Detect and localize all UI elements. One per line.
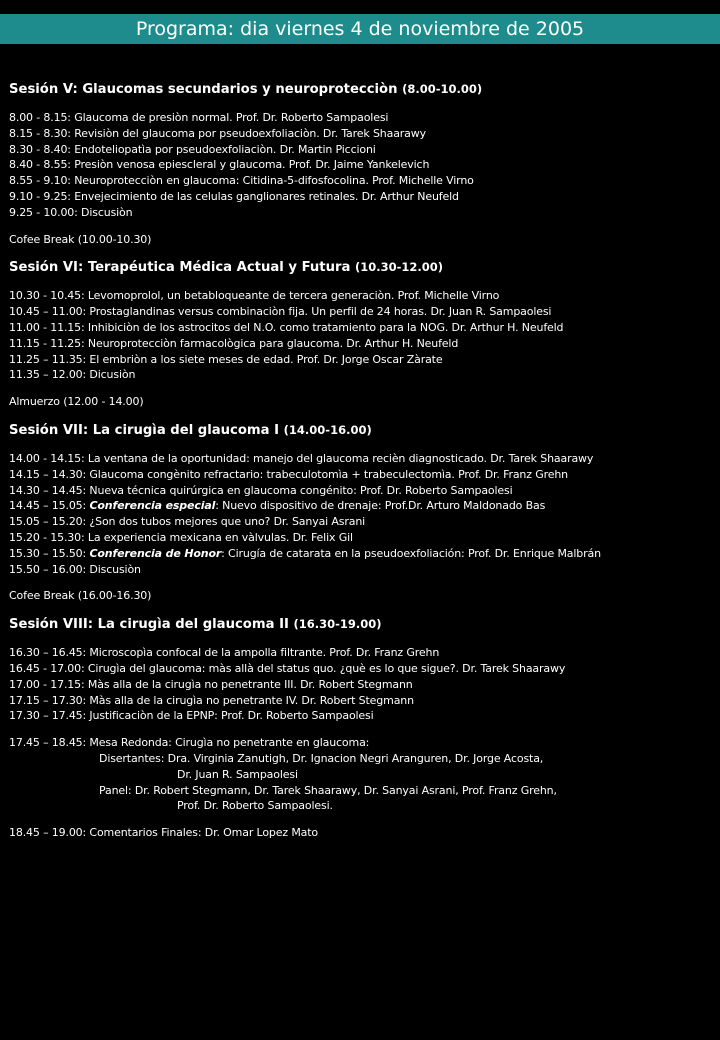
round-table-panel: Panel: Dr. Robert Stegmann, Dr. Tarek Shaarawy, Dr. Sanyai Asrani, Prof. Franz Grehn,: [99, 783, 557, 797]
session-8-list: [9, 645, 715, 724]
round-table-speakers: Disertantes: Dra. Virginia Zanutigh, Dr. Ignacion Negri Aranguren, Dr. Jorge Acosta,: [99, 751, 544, 765]
page-header: [0, 14, 720, 44]
list-item: 9.25 - 10.00: Discusiòn: [9, 205, 133, 219]
special-conference-label: Conferencia especial: [89, 499, 216, 513]
list-item: 8.55 - 9.10: Neuroprotecciòn en glaucoma: Citidina-5-difosfocolina. Prof. Michelle Virno: [9, 174, 474, 188]
list-item: 15.30 – 15.50: Conferencia de Honor: Cirugía de catarata en la pseudoexfoliación: Prof. Dr. Enrique Malbrán: [9, 546, 601, 560]
list-item: 11.15 - 11.25: Neuroprotecciòn farmacològica para glaucoma. Dr. Arthur H. Neufeld: [9, 336, 459, 350]
lunch-break: Almuerzo (12.00 - 14.00): [9, 395, 144, 409]
page-title: Programa: dia viernes 4 de noviembre de 2005: [135, 18, 585, 40]
session-8-title: Sesión VIII: La cirugìa del glaucoma II (16.30-19.00): [9, 617, 382, 633]
list-item: 14.30 – 14.45: Nueva técnica quirúrgica en glaucoma congénito: Prof. Dr. Roberto Sampaolesi: [9, 483, 513, 497]
list-item: 11.35 – 12.00: Dicusiòn: [9, 368, 136, 382]
list-item: 11.00 - 11.15: Inhibiciòn de los astrocitos del N.O. como tratamiento para la NOG. Dr. Arthur H. Neufeld: [9, 320, 564, 334]
session-7-list: [9, 451, 715, 577]
coffee-break-2: Cofee Break (16.00-16.30): [9, 589, 152, 603]
list-item: 8.00 - 8.15: Glaucoma de presiòn normal. Prof. Dr. Roberto Sampaolesi: [9, 111, 389, 124]
session-6-title: Sesión VI: Terapéutica Médica Actual y Futura (10.30-12.00): [9, 260, 444, 276]
list-item: 16.45 - 17.00: Cirugìa del glaucoma: màs allà del status quo. ¿què es lo que sigue?. Dr. Tarek Shaarawy: [9, 661, 566, 675]
list-item: 10.45 – 11.00: Prostaglandinas versus combinaciòn fija. Un perfil de 24 horas. Dr. Juan R. Sampaolesi: [9, 305, 552, 319]
list-item: 8.30 - 8.40: Endoteliopatìa por pseudoexfoliaciòn. Dr. Martin Piccioni: [9, 142, 376, 156]
list-item: 9.10 - 9.25: Envejecimiento de las celulas ganglionares retinales. Dr. Arthur Neufeld: [9, 189, 459, 203]
list-item: 15.20 - 15.30: La experiencia mexicana en vàlvulas. Dr. Felix Gil: [9, 530, 353, 544]
honor-conference-label: Conferencia de Honor: [89, 546, 222, 560]
session-5-title: Sesión V: Glaucomas secundarios y neuroprotecciòn (8.00-10.00): [9, 82, 483, 97]
list-item: 8.15 - 8.30: Revisiòn del glaucoma por pseudoexfoliaciòn. Dr. Tarek Shaarawy: [9, 126, 426, 140]
round-table: [9, 735, 715, 814]
session-6-list: [9, 288, 715, 383]
list-item: 17.15 – 17.30: Màs alla de la cirugìa no penetrante IV. Dr. Robert Stegmann: [9, 693, 414, 707]
program-content: [9, 64, 715, 841]
list-item: 14.15 – 14.30: Glaucoma congènito refractario: trabeculotomìa + trabeculectomìa. Prof. Dr. Franz Grehn: [9, 467, 568, 481]
round-table-panel-cont: Prof. Dr. Roberto Sampaolesi.: [177, 799, 333, 813]
list-item: 15.05 – 15.20: ¿Son dos tubos mejores que uno? Dr. Sanyai Asrani: [9, 515, 366, 529]
round-table-speakers-cont: Dr. Juan R. Sampaolesi: [177, 767, 298, 781]
session-5-list: [9, 110, 715, 221]
list-item: 14.45 – 15.05: Conferencia especial: Nuevo dispositivo de drenaje: Prof.Dr. Arturo Maldonado Bas: [9, 499, 546, 513]
session-7-title: Sesión VII: La cirugìa del glaucoma I (14.00-16.00): [9, 422, 372, 438]
list-item: 15.50 – 16.00: Discusiòn: [9, 562, 141, 576]
list-item: 8.40 - 8.55: Presiòn venosa epiescleral y glaucoma. Prof. Dr. Jaime Yankelevich: [9, 158, 430, 172]
list-item: 11.25 – 11.35: El embriòn a los siete meses de edad. Prof. Dr. Jorge Oscar Zàrate: [9, 352, 443, 366]
final-comments: 18.45 – 19.00: Comentarios Finales: Dr. Omar Lopez Mato: [9, 826, 319, 840]
list-item: 17.00 - 17.15: Màs alla de la cirugìa no penetrante III. Dr. Robert Stegmann: [9, 677, 413, 691]
list-item: 16.30 – 16.45: Microscopìa confocal de la ampolla filtrante. Prof. Dr. Franz Grehn: [9, 646, 440, 660]
round-table-title: 17.45 – 18.45: Mesa Redonda: Cirugìa no penetrante en glaucoma:: [9, 736, 370, 750]
coffee-break-1: Cofee Break (10.00-10.30): [9, 232, 152, 246]
list-item: 17.30 – 17.45: Justificaciòn de la EPNP: Prof. Dr. Roberto Sampaolesi: [9, 709, 374, 723]
list-item: 14.00 - 14.15: La ventana de la oportunidad: manejo del glaucoma recièn diagnosticado. Dr. Tarek Shaarawy: [9, 451, 594, 465]
list-item: 10.30 - 10.45: Levomoprolol, un betabloqueante de tercera generaciòn. Prof. Michelle Virno: [9, 289, 500, 303]
